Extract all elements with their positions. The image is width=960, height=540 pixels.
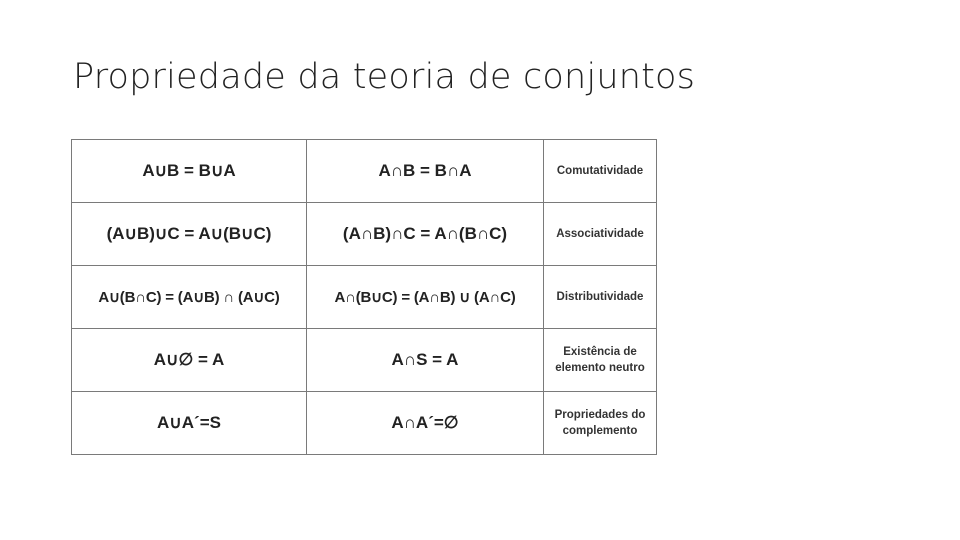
intersection-cell — [307, 203, 544, 266]
union-formula: A∪B = B∪A — [142, 161, 236, 180]
set-properties-table — [71, 139, 657, 455]
property-name: Associatividade — [556, 227, 644, 240]
union-cell — [72, 329, 307, 392]
union-formula: (A∪B)∪C = A∪(B∪C) — [106, 224, 272, 243]
union-cell — [72, 203, 307, 266]
property-name: Distributividade — [556, 290, 644, 303]
intersection-formula: A∩A´=∅ — [391, 413, 459, 432]
property-name: Comutatividade — [556, 164, 644, 177]
intersection-formula: A∩S = A — [391, 350, 459, 369]
property-cell — [544, 392, 657, 455]
union-formula: A∪A´=S — [157, 413, 221, 432]
intersection-cell — [307, 329, 544, 392]
union-cell — [72, 392, 307, 455]
intersection-formula: (A∩B)∩C = A∩(B∩C) — [342, 224, 508, 243]
union-formula: A∪∅ = A — [153, 350, 225, 369]
property-cell — [544, 140, 657, 203]
property-cell — [544, 266, 657, 329]
property-name: Existência de elemento neutro — [555, 345, 645, 374]
property-cell — [544, 329, 657, 392]
table-row-distributividade — [72, 266, 657, 329]
slide-title: Propriedade da teoria de conjuntos — [73, 57, 696, 97]
intersection-cell — [307, 266, 544, 329]
table-row-complemento — [72, 392, 657, 455]
property-name: Propriedades do complemento — [554, 408, 646, 437]
union-formula: A∪(B∩C) = (A∪B) ∩ (A∪C) — [98, 288, 280, 306]
union-cell — [72, 140, 307, 203]
intersection-cell — [307, 140, 544, 203]
table-row-elemento-neutro — [72, 329, 657, 392]
intersection-formula: A∩B = B∩A — [378, 161, 472, 180]
union-cell — [72, 266, 307, 329]
intersection-cell — [307, 392, 544, 455]
intersection-formula: A∩(B∪C) = (A∩B) ∪ (A∩C) — [334, 288, 516, 306]
table-row-comutatividade — [72, 140, 657, 203]
property-cell — [544, 203, 657, 266]
table-row-associatividade — [72, 203, 657, 266]
